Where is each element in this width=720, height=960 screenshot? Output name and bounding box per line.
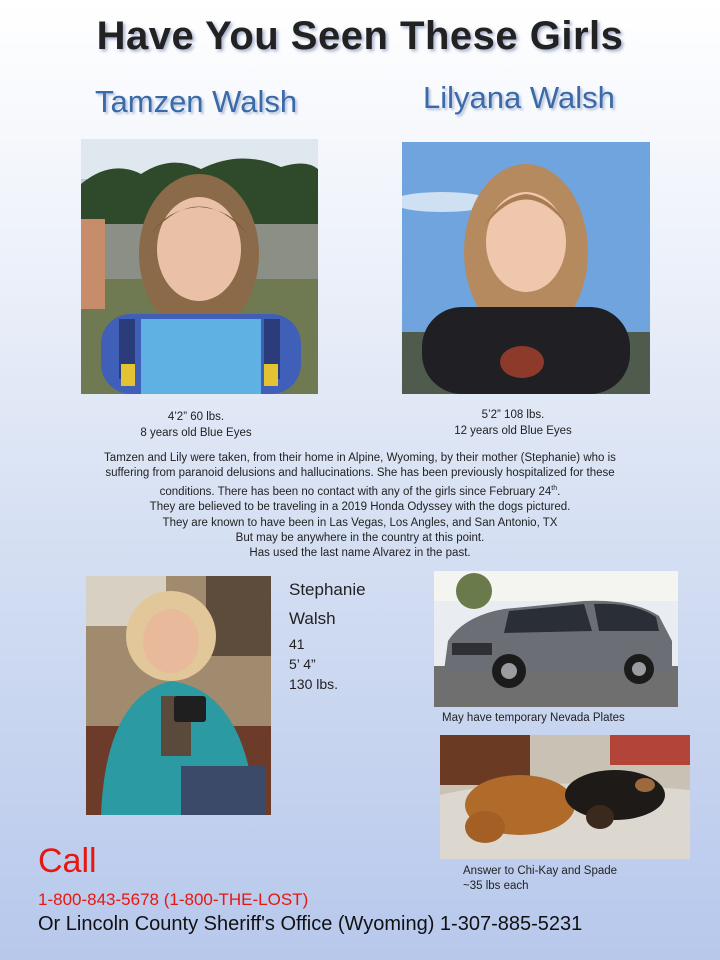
lilyana-height-weight: 5’2” 108 lbs. [481, 409, 545, 421]
poster-title: Have You Seen These Girls [96, 14, 624, 58]
mother-photo [86, 576, 271, 815]
girl-name-tamzen: Tamzen Walsh [95, 84, 298, 119]
dogs-weight: ~35 lbs each [463, 880, 529, 892]
girl-name-lilyana: Lilyana Walsh [423, 80, 615, 115]
dogs-photo [440, 735, 690, 859]
vehicle-caption: May have temporary Nevada Plates [442, 712, 625, 724]
mother-first-name: Stephanie [289, 580, 366, 599]
mother-height: 5’ 4” [289, 656, 316, 672]
hotline-number: 1-800-843-5678 (1-800-THE-LOST) [38, 890, 309, 909]
sheriff-contact: Or Lincoln County Sheriff's Office (Wyoming) 1-307-885-5231 [38, 913, 583, 935]
story-line: Has used the last name Alvarez in the past. [249, 547, 471, 560]
vehicle-photo [434, 571, 678, 707]
story-line: suffering from paranoid delusions and hallucinations. She has been previously hospitalized for these [105, 467, 615, 480]
tamzen-age-eyes: 8 years old Blue Eyes [140, 427, 252, 439]
story-paragraph [40, 451, 680, 561]
mother-weight: 130 lbs. [289, 676, 339, 692]
dogs-names: Answer to Chi-Kay and Spade [463, 865, 618, 877]
mother-last-name: Walsh [289, 609, 336, 628]
story-line: They are believed to be traveling in a 2019 Honda Odyssey with the dogs pictured. [149, 501, 571, 514]
mother-info [289, 579, 366, 694]
story-line: But may be anywhere in the country at this point. [235, 531, 485, 544]
lilyana-photo [402, 142, 650, 394]
tamzen-height-weight: 4’2” 60 lbs. [167, 411, 225, 423]
tamzen-photo [81, 139, 318, 394]
story-line: Tamzen and Lily were taken, from their home in Alpine, Wyoming, by their mother (Stephanie) who is [104, 452, 616, 464]
call-heading: Call [38, 842, 97, 880]
lilyana-stats [418, 407, 608, 439]
mother-age: 41 [289, 636, 305, 652]
dogs-caption [463, 864, 617, 894]
tamzen-stats [101, 409, 291, 441]
story-line: conditions. There has been no contact with any of the girls since February 24th. [159, 485, 561, 499]
lilyana-age-eyes: 12 years old Blue Eyes [454, 425, 572, 437]
story-line: They are known to have been in Las Vegas, Los Angles, and San Antonio, TX [162, 516, 558, 529]
